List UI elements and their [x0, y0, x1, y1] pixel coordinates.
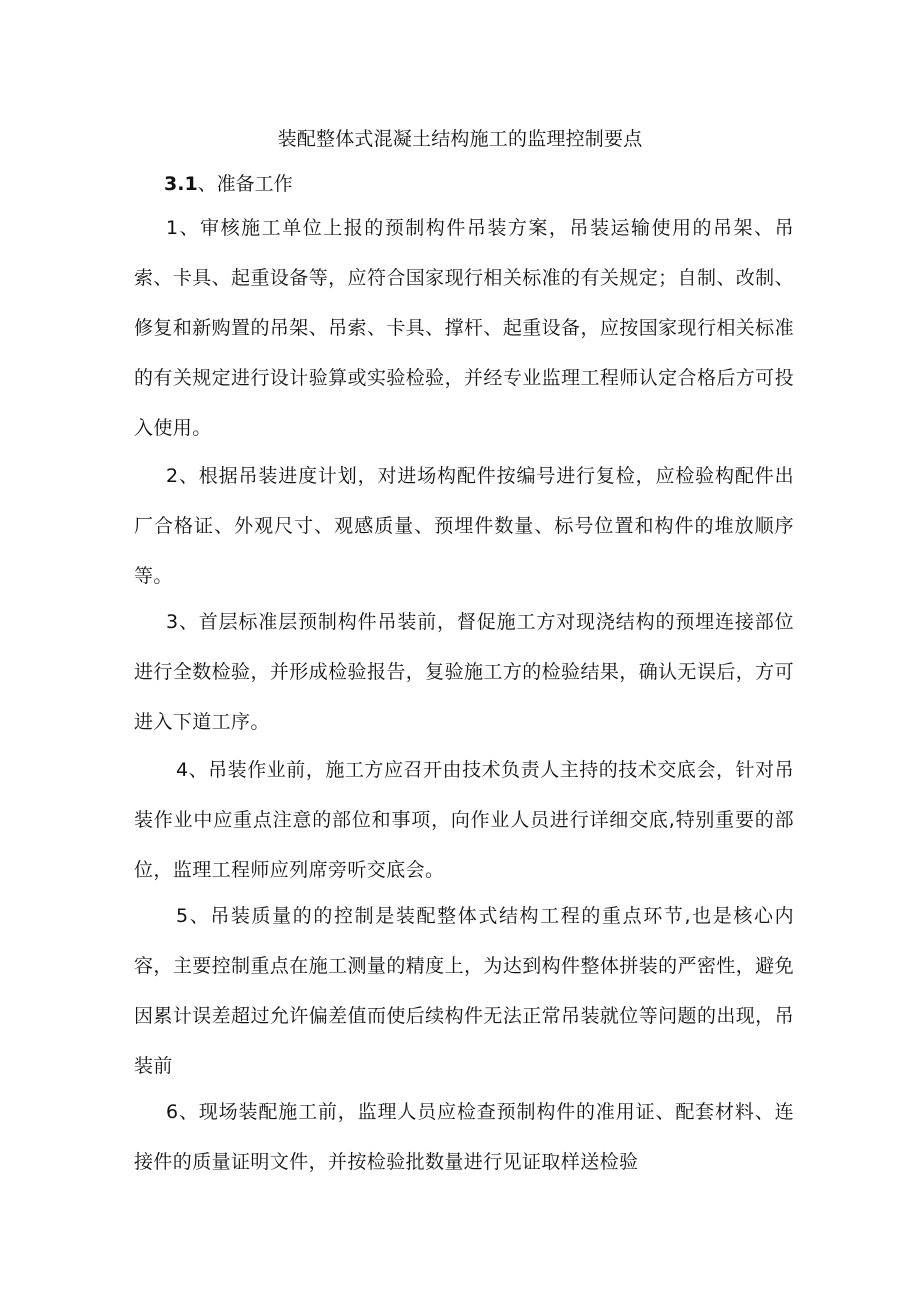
document-title: 装配整体式混凝土结构施工的监理控制要点 — [277, 128, 643, 150]
section-title: 、准备工作 — [197, 173, 293, 195]
section-heading — [164, 169, 293, 199]
paragraph-2: 2、根据吊装进度计划，对进场构配件按编号进行复检，应检验构配件出厂合格证、外观尺寸、观感质量、预埋件数量、标号位置和构件的堆放顺序等。 — [134, 465, 794, 587]
paragraph-1: 1、审核施工单位上报的预制构件吊装方案，吊装运输使用的吊架、吊索、卡具、起重设备等，应符合国家现行相关标准的有关规定；自制、改制、修复和新购置的吊架、吊索、卡具、撑杆、起重设备，应按国家现行相关标准的有关规定进行设计验算或实验检验，并经专业监理工程师认定合格后方可投入使用。 — [134, 217, 794, 439]
section-number: 3.1 — [164, 173, 198, 195]
paragraph-4: 4、吊装作业前，施工方应召开由技术负责人主持的技术交底会，针对吊装作业中应重点注意的部位和事项，向作业人员进行详细交底,特别重要的部位，监理工程师应列席旁听交底会。 — [134, 759, 794, 881]
paragraph-5: 5、吊装质量的的控制是装配整体式结构工程的重点环节,也是核心内容，主要控制重点在施工测量的精度上，为达到构件整体拼装的严密性，避免因累计误差超过允许偏差值而使后续构件无法正常吊装就位等问题的出现，吊装前 — [134, 905, 794, 1077]
paragraph-3: 3、首层标准层预制构件吊装前，督促施工方对现浇结构的预埋连接部位进行全数检验，并形成检验报告，复验施工方的检验结果，确认无误后，方可进入下道工序。 — [134, 611, 794, 733]
paragraph-6: 6、现场装配施工前，监理人员应检查预制构件的准用证、配套材料、连接件的质量证明文件，并按检验批数量进行见证取样送检验 — [134, 1101, 794, 1173]
